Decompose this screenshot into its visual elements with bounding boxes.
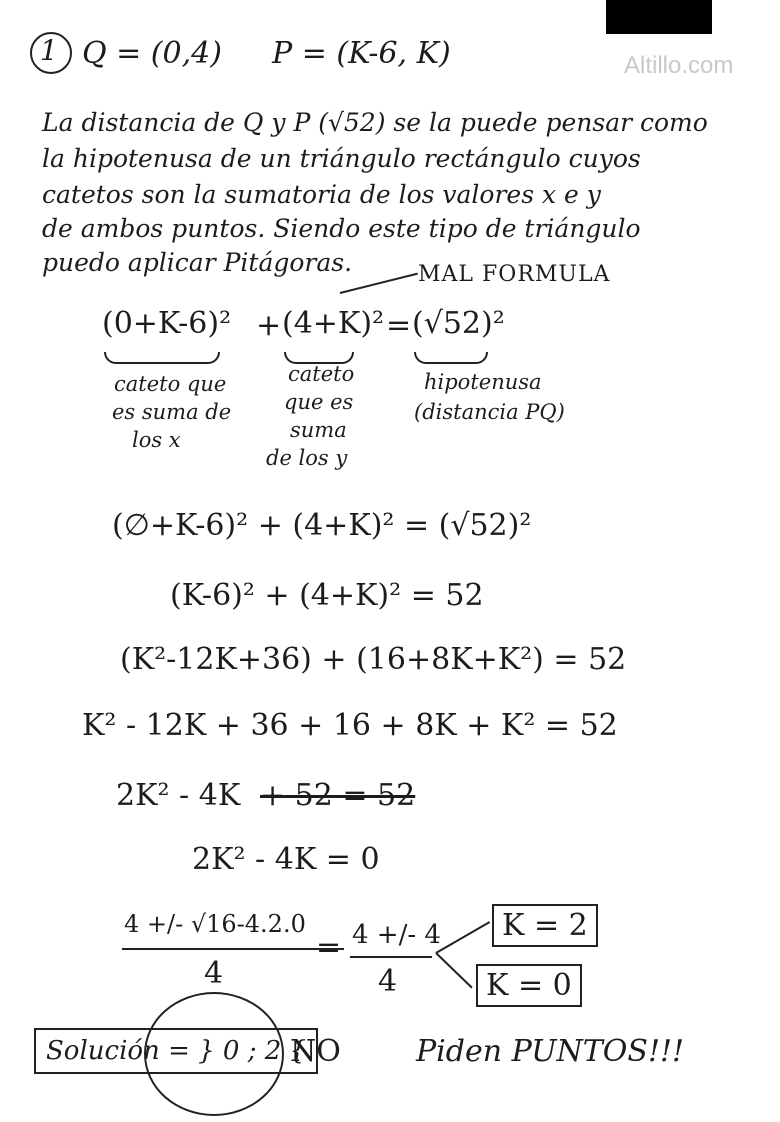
- label-cateto-x-3: los x: [132, 428, 181, 452]
- arrow-to-k1: [436, 921, 491, 954]
- fraction-numerator-2: 4 +/- 4: [352, 920, 441, 950]
- mal-formula-note: MAL FORMULA: [418, 262, 611, 287]
- label-hipotenusa-2: (distancia PQ): [414, 400, 565, 424]
- solution-no: NO: [290, 1034, 341, 1069]
- text-line-1: La distancia de Q y P (√52) se la puede pensar como: [42, 108, 708, 137]
- fraction-denominator-2: 4: [378, 964, 398, 999]
- label-cateto-x-1: cateto que: [114, 372, 227, 396]
- solution-circle: [144, 992, 284, 1116]
- text-line-3: catetos son la sumatoria de los valores x e y: [42, 180, 601, 209]
- text-line-4: de ambos puntos. Siendo este tipo de triángulo: [42, 214, 641, 243]
- step-1: (∅+K-6)² + (4+K)² = (√52)²: [112, 508, 532, 543]
- brace-cateto-x: [104, 352, 220, 364]
- point-q: Q = (0,4): [82, 36, 222, 71]
- equation-term-1: (0+K-6)²: [102, 306, 232, 341]
- fraction-equals: =: [316, 930, 342, 965]
- step-5-cancelled: + 52 = 52: [260, 778, 416, 813]
- brace-hipotenusa: [414, 352, 488, 364]
- fraction-denominator: 4: [204, 956, 224, 991]
- label-cateto-x-2: es suma de: [112, 400, 232, 424]
- fraction-bar-2: [350, 956, 432, 958]
- label-cateto-y-3: suma: [290, 418, 347, 442]
- problem-number: 1: [40, 34, 58, 67]
- result-k2: K = 0: [476, 964, 582, 1007]
- step-2: (K-6)² + (4+K)² = 52: [170, 578, 484, 613]
- fraction-bar: [122, 948, 344, 950]
- label-cateto-y-4: de los y: [266, 446, 348, 470]
- equation-term-3: (√52)²: [412, 306, 505, 341]
- label-cateto-y-1: cateto: [288, 362, 355, 386]
- redaction-box: [606, 0, 712, 34]
- watermark: Altillo.com: [624, 52, 734, 79]
- fraction-numerator: 4 +/- √16-4.2.0: [124, 910, 306, 938]
- solution-comment: Piden PUNTOS!!!: [416, 1034, 685, 1069]
- step-6: 2K² - 4K = 0: [192, 842, 380, 877]
- step-5-main: 2K² - 4K: [116, 778, 241, 813]
- equation-term-2: (4+K)²: [282, 306, 385, 341]
- step-3: (K²-12K+36) + (16+8K+K²) = 52: [120, 642, 627, 677]
- result-k1: K = 2: [492, 904, 598, 947]
- equation-plus: +: [256, 308, 282, 343]
- step-4: K² - 12K + 36 + 16 + 8K + K² = 52: [82, 708, 618, 743]
- equation-equals: =: [386, 308, 412, 343]
- text-line-5: puedo aplicar Pitágoras.: [42, 248, 353, 277]
- label-cateto-y-2: que es: [284, 390, 354, 414]
- text-line-2: la hipotenusa de un triángulo rectángulo cuyos: [42, 144, 641, 173]
- arrow-to-k2: [435, 952, 472, 988]
- label-hipotenusa-1: hipotenusa: [424, 370, 542, 394]
- point-p: P = (K-6, K): [272, 36, 451, 71]
- solution-box: Solución = } 0 ; 2 {: [34, 1028, 318, 1074]
